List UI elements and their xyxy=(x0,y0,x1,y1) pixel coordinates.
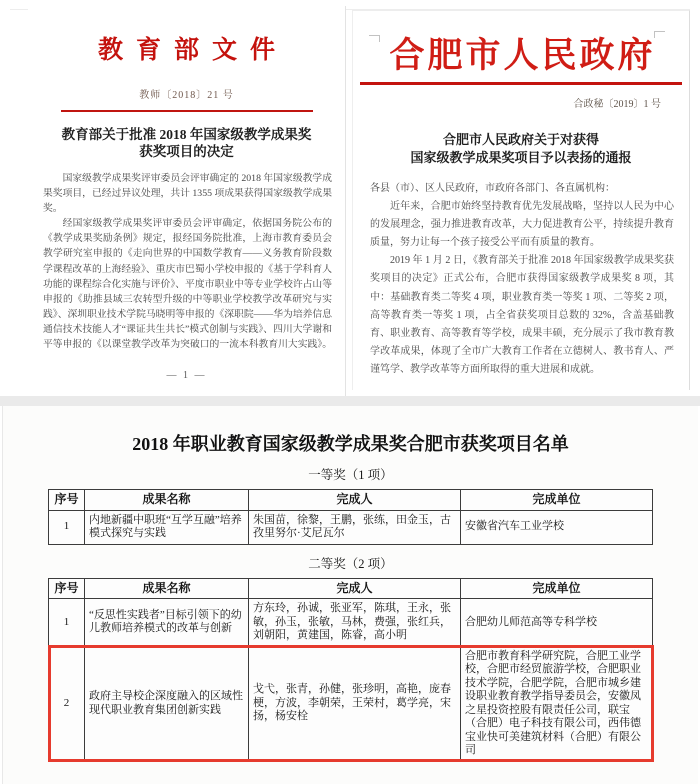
moe-body-paragraph-1: 国家级教学成果奖评审委员会评审确定的 2018 年国家级教学成果奖项目，已经过异议处理，共计 1355 项成果获得国家级教学成果奖。 xyxy=(43,173,333,215)
organizations-cell: 安徽省汽车工业学校 xyxy=(461,510,653,544)
hefei-doc-number: 合政秘〔2019〕1 号 xyxy=(573,99,661,110)
second-prize-label: 二等奖（2 项） xyxy=(308,556,393,571)
header-achievement: 成果名称 xyxy=(85,490,249,511)
table-row xyxy=(49,510,653,544)
moe-page-number: — 1 — xyxy=(166,370,207,381)
section-divider xyxy=(0,396,700,406)
highlighted-table-row xyxy=(49,646,653,761)
achievement-name-cell: 内地新疆中职班“互学互融”培养模式探究与实践 xyxy=(85,510,249,544)
moe-letterhead: 教育部文件 xyxy=(97,37,288,64)
table-row xyxy=(49,599,653,647)
table-header-row xyxy=(49,490,653,511)
award-list-title: 2018 年职业教育国家级教学成果奖合肥市获奖项目名单 xyxy=(132,434,569,454)
award-list-section xyxy=(2,406,698,784)
hefei-letterhead: 合肥市人民政府 xyxy=(389,36,656,75)
header-organizations: 完成单位 xyxy=(461,578,653,599)
achievement-name-cell: 政府主导校企深度融入的区域性现代职业教育集团创新实践 xyxy=(85,646,249,761)
header-contributors: 完成人 xyxy=(249,490,461,511)
moe-document-page xyxy=(28,6,346,396)
header-serial: 序号 xyxy=(49,578,85,599)
hefei-salutation: 各县（市）、区人民政府，市政府各部门、各直属机构： xyxy=(370,183,615,194)
hefei-body-paragraph-2: 2019 年 1 月 2 日，《教育部关于批准 2018 年国家级教学成果奖获奖项目的决定》正式公布，合肥市获得国家级教学成果奖 8 项，其中：基础教育类二等奖 4 项，职业教育类一等奖 1 项、二等奖 2 项，高等教育类一等奖 1 项，占全省获奖项目总数的 32%，含盖基础教育、职业教育、高等教育等学校，成果丰硕，充分展示了我市教育教学改革成果，体现了全市广大教育工作者在立德树人、教书育人、严谨笃学、教学改革等方面所取得的重大进展和成就。 xyxy=(370,255,674,375)
moe-body-paragraph-2: 经国家级教学成果奖评审委员会评审确定，依据国务院公布的《教学成果奖励条例》规定，报经国务院批准，上海市教育委员会教学研究室申报的《走向世界的中国数学教育——义务教育阶段数学课程改革的上海经验》、重庆市巴蜀小学校申报的《基于学科育人功能的课程综合化实施与评价》、平度市职业中等专业学校许占山等申报的《助推县域三农转型升级的中等职业学校教学改革研究与实践》、深圳职业技术学院马晓明等申报的《深职院——华为培养信息通信技术技能人才“课证共生共长”模式创制与实践》、四川大学谢和平等申报的《以课堂教学改革为突破口的一流本科教育川大实践》。 xyxy=(43,218,333,351)
moe-doc-title xyxy=(28,126,345,160)
serial-cell: 1 xyxy=(49,599,85,647)
achievement-name-cell: “反思性实践者”目标引领下的幼儿教师培养模式的改革与创新 xyxy=(85,599,249,647)
hefei-body xyxy=(370,180,674,379)
header-achievement: 成果名称 xyxy=(85,578,249,599)
organizations-cell: 合肥幼儿师范高等专科学校 xyxy=(461,599,653,647)
header-contributors: 完成人 xyxy=(249,578,461,599)
contributors-cell: 戈弋，张青，孙健，张珍明，高艳，庞春梗，方波，李朝荣，王荣村，葛学亮，宋扬，杨安栓 xyxy=(249,646,461,761)
moe-doc-number: 教师〔2018〕21 号 xyxy=(139,90,234,101)
moe-body xyxy=(43,171,332,352)
contributors-cell: 朱国苗，徐黎，王鹏，张练，田金玉，古孜里努尔·艾尼瓦尔 xyxy=(249,510,461,544)
serial-cell: 1 xyxy=(49,510,85,544)
first-prize-table xyxy=(48,489,653,545)
first-prize-label: 一等奖（1 项） xyxy=(308,468,393,482)
header-organizations: 完成单位 xyxy=(461,490,653,511)
moe-doc-title-line1: 教育部关于批准 2018 年国家级教学成果奖 xyxy=(61,127,312,142)
second-prize-table xyxy=(48,578,653,762)
organizations-cell: 合肥市教育科学研究院，合肥工业学校，合肥市经贸旅游学校，合肥职业技术学院，合肥学院，合肥市城乡建设职业教育教学指导委员会，安徽凤之星投资控股有限责任公司，联宝（合肥）电子科技有限公司，西伟德宝业快可美建筑材料（合肥）有限公司 xyxy=(461,646,653,761)
hefei-body-paragraph-1: 近年来，合肥市始终坚持教育优先发展战略，坚持以人民为中心的发展理念，强力推进教育改革，大力促进教育公平，持续提升教育质量，努力让每一个孩子接受公平而有质量的教育。 xyxy=(370,201,674,249)
hefei-doc-title xyxy=(353,131,689,167)
table-header-row xyxy=(49,578,653,599)
moe-red-rule xyxy=(61,110,313,112)
hefei-document-page xyxy=(352,10,690,390)
hefei-red-rule xyxy=(360,82,682,85)
corner-mark-left xyxy=(369,35,380,42)
contributors-cell: 方东玲，孙诚，张亚军，陈琪，王永，张敏，孙玉，张敏，马林，费强，张红兵，刘朝阳，黄建国，陈睿，高小明 xyxy=(249,599,461,647)
serial-cell: 2 xyxy=(49,646,85,761)
header-serial: 序号 xyxy=(49,490,85,511)
corner-mark-right xyxy=(654,31,665,38)
moe-doc-title-line2: 获奖项目的决定 xyxy=(139,144,234,159)
hefei-doc-title-line2: 国家级教学成果奖项目予以表扬的通报 xyxy=(410,150,632,165)
hefei-doc-title-line1: 合肥市人民政府关于对获得 xyxy=(442,132,599,147)
